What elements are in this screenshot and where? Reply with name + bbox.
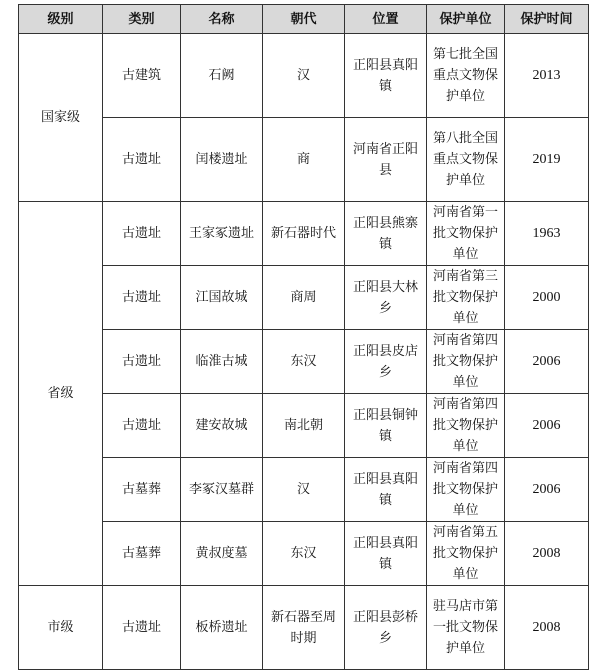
cell-year: 2013 [505, 34, 589, 118]
cell-location: 河南省正阳县 [345, 118, 427, 202]
cell-location: 正阳县熊寨镇 [345, 202, 427, 266]
cell-category: 古遗址 [103, 394, 181, 458]
cell-name: 王家冢遗址 [181, 202, 263, 266]
table-row [19, 266, 589, 330]
cell-dynasty: 东汉 [263, 330, 345, 394]
cell-year: 2000 [505, 266, 589, 330]
cell-year: 1963 [505, 202, 589, 266]
cell-location: 正阳县大林乡 [345, 266, 427, 330]
table-row [19, 458, 589, 522]
cell-name: 建安故城 [181, 394, 263, 458]
cell-category: 古墓葬 [103, 458, 181, 522]
cell-name: 石阙 [181, 34, 263, 118]
cell-name: 黄叔度墓 [181, 522, 263, 586]
cell-year: 2006 [505, 394, 589, 458]
cell-level: 市级 [19, 586, 103, 670]
cell-name: 板桥遗址 [181, 586, 263, 670]
table-row [19, 34, 589, 118]
table-row [19, 522, 589, 586]
cell-category: 古遗址 [103, 202, 181, 266]
cell-location: 正阳县铜钟镇 [345, 394, 427, 458]
header-year: 保护时间 [505, 5, 589, 34]
cell-unit: 河南省第一批文物保护单位 [427, 202, 505, 266]
table-row [19, 118, 589, 202]
cell-unit: 第七批全国重点文物保护单位 [427, 34, 505, 118]
cell-unit: 河南省第三批文物保护单位 [427, 266, 505, 330]
cell-location: 正阳县真阳镇 [345, 34, 427, 118]
cell-name: 江国故城 [181, 266, 263, 330]
cell-dynasty: 南北朝 [263, 394, 345, 458]
cell-dynasty: 商 [263, 118, 345, 202]
cell-location: 正阳县彭桥乡 [345, 586, 427, 670]
table-row [19, 586, 589, 670]
cell-year: 2008 [505, 586, 589, 670]
cell-dynasty: 新石器时代 [263, 202, 345, 266]
header-unit: 保护单位 [427, 5, 505, 34]
cell-year: 2006 [505, 330, 589, 394]
cell-year: 2006 [505, 458, 589, 522]
cell-category: 古遗址 [103, 586, 181, 670]
table-body [19, 34, 589, 670]
cell-location: 正阳县真阳镇 [345, 522, 427, 586]
cell-unit: 河南省第四批文物保护单位 [427, 394, 505, 458]
cell-name: 临淮古城 [181, 330, 263, 394]
header-level: 级别 [19, 5, 103, 34]
cell-dynasty: 新石器至周时期 [263, 586, 345, 670]
header-category: 类别 [103, 5, 181, 34]
cell-dynasty: 汉 [263, 458, 345, 522]
table-row [19, 202, 589, 266]
cell-category: 古建筑 [103, 34, 181, 118]
table-row [19, 394, 589, 458]
cell-category: 古遗址 [103, 330, 181, 394]
cell-level: 国家级 [19, 34, 103, 202]
cell-unit: 河南省第五批文物保护单位 [427, 522, 505, 586]
cell-name: 闰楼遗址 [181, 118, 263, 202]
table-row [19, 330, 589, 394]
cell-unit: 河南省第四批文物保护单位 [427, 458, 505, 522]
header-location: 位置 [345, 5, 427, 34]
cell-dynasty: 商周 [263, 266, 345, 330]
cell-unit: 第八批全国重点文物保护单位 [427, 118, 505, 202]
header-dynasty: 朝代 [263, 5, 345, 34]
cell-year: 2019 [505, 118, 589, 202]
cell-unit: 河南省第四批文物保护单位 [427, 330, 505, 394]
cell-category: 古遗址 [103, 118, 181, 202]
cell-name: 李冢汉墓群 [181, 458, 263, 522]
cell-dynasty: 汉 [263, 34, 345, 118]
header-name: 名称 [181, 5, 263, 34]
cell-year: 2008 [505, 522, 589, 586]
cell-location: 正阳县皮店乡 [345, 330, 427, 394]
cell-location: 正阳县真阳镇 [345, 458, 427, 522]
cell-category: 古墓葬 [103, 522, 181, 586]
heritage-table [18, 4, 589, 670]
cell-category: 古遗址 [103, 266, 181, 330]
header-row [19, 5, 589, 34]
cell-dynasty: 东汉 [263, 522, 345, 586]
cell-level: 省级 [19, 202, 103, 586]
cell-unit: 驻马店市第一批文物保护单位 [427, 586, 505, 670]
